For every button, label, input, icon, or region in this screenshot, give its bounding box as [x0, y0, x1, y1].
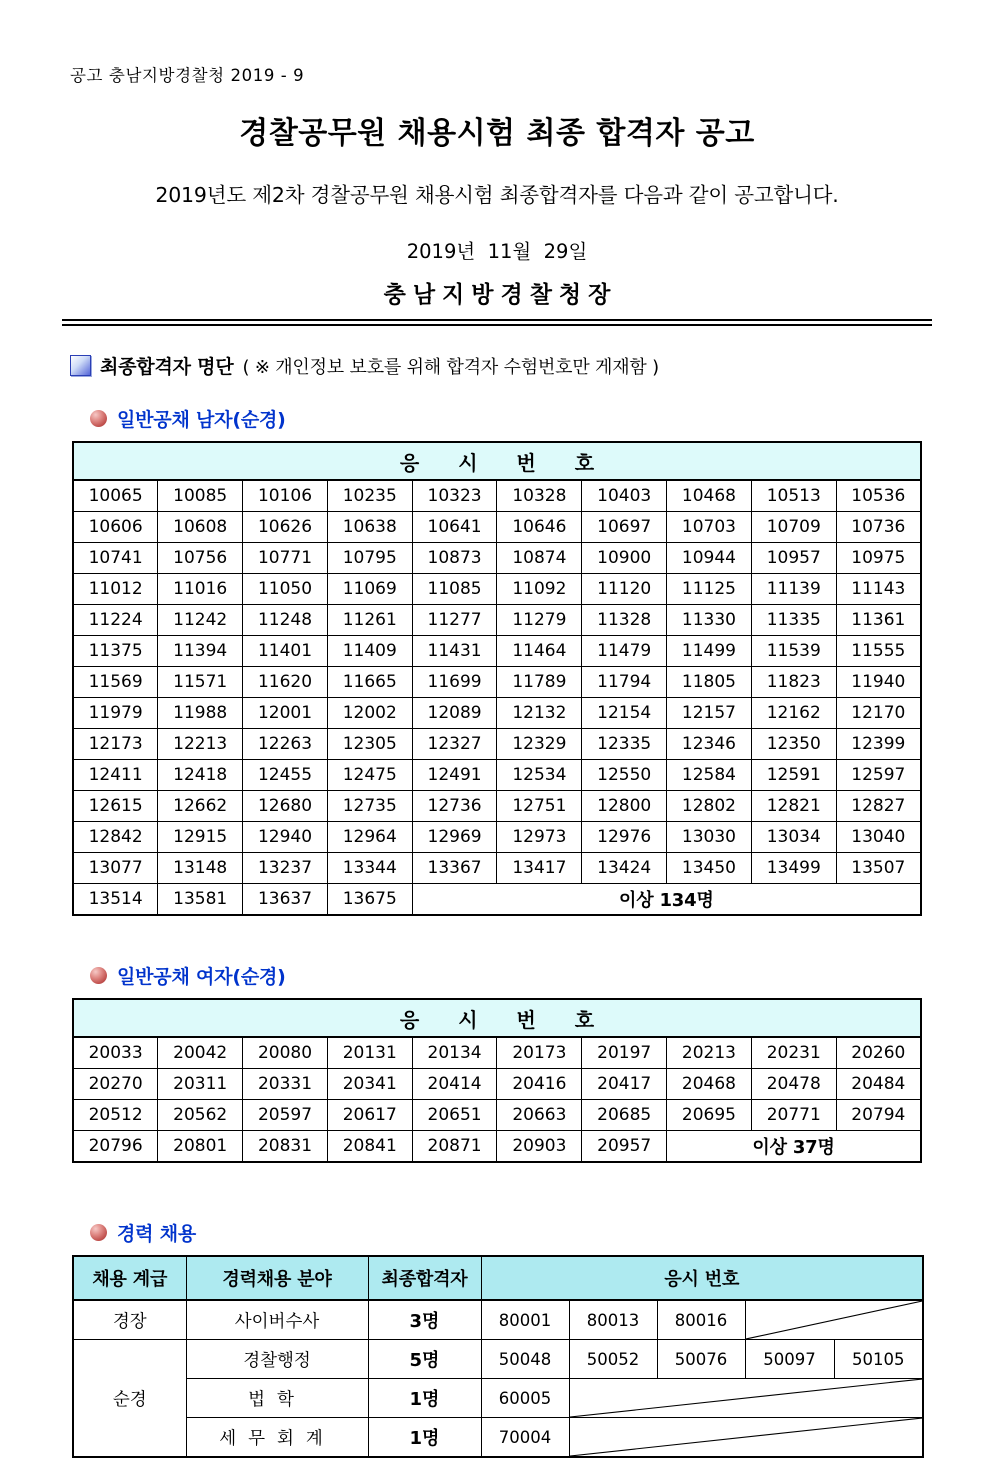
exam-number-cell: 20080 [243, 1037, 328, 1069]
exam-number-cell: 10795 [327, 543, 412, 574]
exam-number-cell: 20173 [497, 1037, 582, 1069]
exam-number-cell: 11789 [497, 667, 582, 698]
recruitment-field-cell: 경찰행정 [186, 1340, 368, 1379]
diagonal-strike-icon [746, 1301, 923, 1339]
exam-number-cell: 11143 [836, 574, 921, 605]
exam-number-cell: 12327 [412, 729, 497, 760]
exam-number-cell: 20414 [412, 1069, 497, 1100]
table-row [73, 1340, 923, 1379]
red-sphere-bullet-icon [90, 1224, 107, 1241]
exam-number-cell: 12475 [327, 760, 412, 791]
exam-number-cell: 20478 [751, 1069, 836, 1100]
exam-number-cell: 11277 [412, 605, 497, 636]
table-row [73, 480, 921, 512]
table-row [73, 698, 921, 729]
exam-number-cell: 11261 [327, 605, 412, 636]
exam-number-cell: 11328 [582, 605, 667, 636]
exam-number-cell: 50052 [569, 1340, 657, 1379]
table-row [73, 1300, 923, 1340]
exam-number-cell: 11242 [158, 605, 243, 636]
exam-number-cell: 12597 [836, 760, 921, 791]
exam-number-cell: 20796 [73, 1131, 158, 1163]
exam-number-cell: 11823 [751, 667, 836, 698]
section-heading-career-label: 경력 채용 [117, 1223, 197, 1245]
exam-number-cell: 10468 [667, 480, 752, 512]
exam-number-cell: 11988 [158, 698, 243, 729]
exam-number-cell: 10626 [243, 512, 328, 543]
exam-number-cell: 10085 [158, 480, 243, 512]
announcement-subtitle: 2019년도 제2차 경찰공무원 채용시험 최종합격자를 다음과 같이 공고합니다. [155, 183, 839, 207]
column-header-exam-number: 응 시 번 호 [73, 999, 921, 1037]
exam-number-cell: 20197 [582, 1037, 667, 1069]
exam-number-cell: 12491 [412, 760, 497, 791]
issuing-authority: 충남지방경찰청장 [383, 282, 618, 308]
column-header-exam-numbers: 응시 번호 [481, 1256, 923, 1300]
table-row [73, 667, 921, 698]
exam-number-cell: 10328 [497, 480, 582, 512]
exam-number-cell: 11375 [73, 636, 158, 667]
table-row [73, 1069, 921, 1100]
exam-number-cell: 12002 [327, 698, 412, 729]
exam-number-cell: 13637 [243, 884, 328, 916]
exam-number-cell: 12827 [836, 791, 921, 822]
table-header-row [73, 999, 921, 1037]
exam-number-cell: 10065 [73, 480, 158, 512]
exam-number-cell: 50076 [657, 1340, 745, 1379]
exam-number-cell: 20270 [73, 1069, 158, 1100]
exam-number-cell: 20512 [73, 1100, 158, 1131]
exam-number-cell: 12615 [73, 791, 158, 822]
passer-count-cell: 1명 [368, 1418, 481, 1458]
empty-struck-cell [569, 1379, 923, 1418]
exam-number-cell: 13417 [497, 853, 582, 884]
exam-number-cell: 10697 [582, 512, 667, 543]
exam-number-cell: 13675 [327, 884, 412, 916]
exam-number-cell: 10606 [73, 512, 158, 543]
exam-number-cell: 13034 [751, 822, 836, 853]
exam-number-cell: 20871 [412, 1131, 497, 1163]
exam-number-cell: 11409 [327, 636, 412, 667]
exam-number-cell: 10736 [836, 512, 921, 543]
final-passers-heading-label: 최종합격자 명단 [100, 356, 234, 378]
table-row [73, 884, 921, 916]
exam-number-cell: 10641 [412, 512, 497, 543]
exam-number-cell: 10900 [582, 543, 667, 574]
exam-number-cell: 12329 [497, 729, 582, 760]
table-row [73, 605, 921, 636]
section-divider [62, 319, 932, 326]
exam-number-cell: 12550 [582, 760, 667, 791]
exam-number-cell: 10403 [582, 480, 667, 512]
exam-number-cell: 10957 [751, 543, 836, 574]
column-header-field: 경력채용 분야 [186, 1256, 368, 1300]
career-table-body [73, 1300, 923, 1457]
exam-number-cell: 10323 [412, 480, 497, 512]
exam-number-cell: 12591 [751, 760, 836, 791]
exam-number-cell: 10944 [667, 543, 752, 574]
exam-number-cell: 12263 [243, 729, 328, 760]
table-row [73, 1418, 923, 1458]
exam-number-cell: 20231 [751, 1037, 836, 1069]
exam-number-cell: 12736 [412, 791, 497, 822]
exam-number-cell: 13424 [582, 853, 667, 884]
exam-number-cell: 11620 [243, 667, 328, 698]
exam-number-cell: 20468 [667, 1069, 752, 1100]
total-count-cell: 이상 37명 [667, 1131, 921, 1163]
exam-number-cell: 11805 [667, 667, 752, 698]
empty-struck-cell [745, 1300, 923, 1340]
exam-number-cell: 11794 [582, 667, 667, 698]
exam-number-cell: 11361 [836, 605, 921, 636]
men-table-body [73, 480, 921, 915]
exam-number-cell: 20042 [158, 1037, 243, 1069]
exam-number-cell: 10874 [497, 543, 582, 574]
exam-number-cell: 11224 [73, 605, 158, 636]
career-recruitment-table [72, 1255, 924, 1458]
exam-number-cell: 11050 [243, 574, 328, 605]
exam-number-cell: 12751 [497, 791, 582, 822]
passer-count-cell: 1명 [368, 1379, 481, 1418]
exam-number-cell: 12346 [667, 729, 752, 760]
exam-number-cell: 10975 [836, 543, 921, 574]
exam-number-cell: 20260 [836, 1037, 921, 1069]
exam-number-cell: 13040 [836, 822, 921, 853]
section-heading-men [90, 405, 932, 432]
exam-number-cell: 20331 [243, 1069, 328, 1100]
exam-number-cell: 12584 [667, 760, 752, 791]
section-heading-career [90, 1219, 932, 1246]
exam-number-cell: 80016 [657, 1300, 745, 1340]
exam-number-cell: 20416 [497, 1069, 582, 1100]
exam-number-cell: 12089 [412, 698, 497, 729]
exam-number-cell: 10536 [836, 480, 921, 512]
exam-number-cell: 50105 [834, 1340, 923, 1379]
exam-number-cell: 11330 [667, 605, 752, 636]
exam-number-cell: 12842 [73, 822, 158, 853]
exam-number-cell: 20794 [836, 1100, 921, 1131]
exam-number-cell: 13450 [667, 853, 752, 884]
exam-number-cell: 12162 [751, 698, 836, 729]
exam-number-cell: 12976 [582, 822, 667, 853]
passer-count-cell: 3명 [368, 1300, 481, 1340]
table-header-row [73, 1256, 923, 1300]
exam-number-cell: 12154 [582, 698, 667, 729]
exam-number-cell: 12399 [836, 729, 921, 760]
exam-number-cell: 13148 [158, 853, 243, 884]
exam-number-cell: 12350 [751, 729, 836, 760]
exam-number-cell: 11012 [73, 574, 158, 605]
table-header-row [73, 442, 921, 480]
exam-number-cell: 13030 [667, 822, 752, 853]
exam-number-cell: 12411 [73, 760, 158, 791]
recruitment-field-cell: 사이버수사 [186, 1300, 368, 1340]
exam-number-cell: 10703 [667, 512, 752, 543]
exam-number-cell: 11569 [73, 667, 158, 698]
exam-number-cell: 12132 [497, 698, 582, 729]
table-row [73, 760, 921, 791]
exam-number-cell: 12001 [243, 698, 328, 729]
exam-number-cell: 11085 [412, 574, 497, 605]
exam-number-cell: 11092 [497, 574, 582, 605]
exam-number-cell: 12418 [158, 760, 243, 791]
exam-number-cell: 20663 [497, 1100, 582, 1131]
exam-number-cell: 50097 [745, 1340, 834, 1379]
exam-number-cell: 20771 [751, 1100, 836, 1131]
exam-number-cell: 80013 [569, 1300, 657, 1340]
exam-number-cell: 11479 [582, 636, 667, 667]
exam-number-cell: 10106 [243, 480, 328, 512]
exam-number-cell: 12964 [327, 822, 412, 853]
exam-number-cell: 13367 [412, 853, 497, 884]
exam-number-cell: 11120 [582, 574, 667, 605]
table-row [73, 1100, 921, 1131]
table-row [73, 574, 921, 605]
exam-number-cell: 20134 [412, 1037, 497, 1069]
column-header-grade: 채용 계급 [73, 1256, 186, 1300]
exam-number-cell: 11139 [751, 574, 836, 605]
section-heading-women-label: 일반공채 여자(순경) [117, 966, 286, 988]
exam-number-cell: 12335 [582, 729, 667, 760]
exam-number-cell: 13581 [158, 884, 243, 916]
table-row [73, 512, 921, 543]
exam-number-cell: 20801 [158, 1131, 243, 1163]
column-header-passers: 최종합격자 [368, 1256, 481, 1300]
exam-number-cell: 13514 [73, 884, 158, 916]
page-title: 경찰공무원 채용시험 최종 합격자 공고 [239, 116, 755, 151]
exam-number-cell: 12969 [412, 822, 497, 853]
exam-number-cell: 12173 [73, 729, 158, 760]
table-row [73, 1379, 923, 1418]
exam-number-cell: 11248 [243, 605, 328, 636]
exam-number-cell: 12973 [497, 822, 582, 853]
exam-number-cell: 12170 [836, 698, 921, 729]
recruitment-field-cell: 법학 [186, 1379, 368, 1418]
exam-number-cell: 13237 [243, 853, 328, 884]
exam-number-cell: 50048 [481, 1340, 569, 1379]
exam-number-cell: 20617 [327, 1100, 412, 1131]
table-row [73, 729, 921, 760]
final-passers-heading-note: ( ※ 개인정보 보호를 위해 합격자 수험번호만 게재함 ) [242, 356, 659, 378]
exam-number-cell: 11431 [412, 636, 497, 667]
table-row [73, 853, 921, 884]
exam-number-cell: 12534 [497, 760, 582, 791]
exam-number-cell: 12940 [243, 822, 328, 853]
table-row [73, 543, 921, 574]
diagonal-strike-icon [570, 1418, 923, 1456]
exam-number-cell: 20341 [327, 1069, 412, 1100]
exam-number-cell: 10873 [412, 543, 497, 574]
section-heading-women [90, 962, 932, 989]
exam-number-cell: 11571 [158, 667, 243, 698]
exam-number-cell: 60005 [481, 1379, 569, 1418]
exam-number-cell: 20695 [667, 1100, 752, 1131]
exam-number-cell: 13499 [751, 853, 836, 884]
women-exam-numbers-table [72, 998, 922, 1163]
exam-number-cell: 11979 [73, 698, 158, 729]
spacer [62, 916, 932, 962]
women-table-body [73, 1037, 921, 1162]
exam-number-cell: 10646 [497, 512, 582, 543]
exam-number-cell: 20311 [158, 1069, 243, 1100]
exam-number-cell: 12680 [243, 791, 328, 822]
exam-number-cell: 20957 [582, 1131, 667, 1163]
exam-number-cell: 12662 [158, 791, 243, 822]
recruitment-field-cell: 세무회계 [186, 1418, 368, 1458]
final-passers-heading [70, 352, 932, 379]
column-header-exam-number: 응 시 번 호 [73, 442, 921, 480]
document-number: 공고 충남지방경찰청 2019 - 9 [70, 66, 305, 85]
exam-number-cell: 13077 [73, 853, 158, 884]
exam-number-cell: 11539 [751, 636, 836, 667]
exam-number-cell: 20597 [243, 1100, 328, 1131]
table-row [73, 791, 921, 822]
exam-number-cell: 10756 [158, 543, 243, 574]
exam-number-cell: 20562 [158, 1100, 243, 1131]
exam-number-cell: 70004 [481, 1418, 569, 1458]
exam-number-cell: 11401 [243, 636, 328, 667]
exam-number-cell: 10235 [327, 480, 412, 512]
exam-number-cell: 11665 [327, 667, 412, 698]
exam-number-cell: 10638 [327, 512, 412, 543]
men-exam-numbers-table [72, 441, 922, 916]
exam-number-cell: 11699 [412, 667, 497, 698]
exam-number-cell: 10709 [751, 512, 836, 543]
exam-number-cell: 12802 [667, 791, 752, 822]
diagonal-strike-icon [570, 1379, 923, 1417]
exam-number-cell: 11279 [497, 605, 582, 636]
announcement-date: 2019년 11월 29일 [406, 240, 588, 263]
exam-number-cell: 12455 [243, 760, 328, 791]
red-sphere-bullet-icon [90, 967, 107, 984]
exam-number-cell: 13344 [327, 853, 412, 884]
exam-number-cell: 10741 [73, 543, 158, 574]
table-row [73, 636, 921, 667]
exam-number-cell: 20841 [327, 1131, 412, 1163]
exam-number-cell: 20417 [582, 1069, 667, 1100]
red-sphere-bullet-icon [90, 410, 107, 427]
exam-number-cell: 20685 [582, 1100, 667, 1131]
exam-number-cell: 10513 [751, 480, 836, 512]
exam-number-cell: 10771 [243, 543, 328, 574]
exam-number-cell: 20831 [243, 1131, 328, 1163]
exam-number-cell: 11940 [836, 667, 921, 698]
section-heading-men-label: 일반공채 남자(순경) [117, 409, 286, 431]
exam-number-cell: 20484 [836, 1069, 921, 1100]
table-row [73, 822, 921, 853]
exam-number-cell: 10608 [158, 512, 243, 543]
table-row [73, 1131, 921, 1163]
exam-number-cell: 12915 [158, 822, 243, 853]
exam-number-cell: 12821 [751, 791, 836, 822]
recruitment-grade-cell: 경장 [73, 1300, 186, 1340]
exam-number-cell: 11016 [158, 574, 243, 605]
exam-number-cell: 11499 [667, 636, 752, 667]
table-row [73, 1037, 921, 1069]
exam-number-cell: 12213 [158, 729, 243, 760]
exam-number-cell: 20651 [412, 1100, 497, 1131]
blue-square-icon [70, 355, 91, 376]
exam-number-cell: 12800 [582, 791, 667, 822]
exam-number-cell: 20213 [667, 1037, 752, 1069]
total-count-cell: 이상 134명 [412, 884, 921, 916]
exam-number-cell: 11335 [751, 605, 836, 636]
exam-number-cell: 20903 [497, 1131, 582, 1163]
passer-count-cell: 5명 [368, 1340, 481, 1379]
exam-number-cell: 20131 [327, 1037, 412, 1069]
exam-number-cell: 11464 [497, 636, 582, 667]
exam-number-cell: 11125 [667, 574, 752, 605]
exam-number-cell: 20033 [73, 1037, 158, 1069]
empty-struck-cell [569, 1418, 923, 1458]
exam-number-cell: 13507 [836, 853, 921, 884]
exam-number-cell: 12305 [327, 729, 412, 760]
exam-number-cell: 12735 [327, 791, 412, 822]
exam-number-cell: 11555 [836, 636, 921, 667]
exam-number-cell: 80001 [481, 1300, 569, 1340]
exam-number-cell: 12157 [667, 698, 752, 729]
spacer [62, 1163, 932, 1219]
exam-number-cell: 11394 [158, 636, 243, 667]
exam-number-cell: 11069 [327, 574, 412, 605]
recruitment-grade-cell: 순경 [73, 1340, 186, 1458]
